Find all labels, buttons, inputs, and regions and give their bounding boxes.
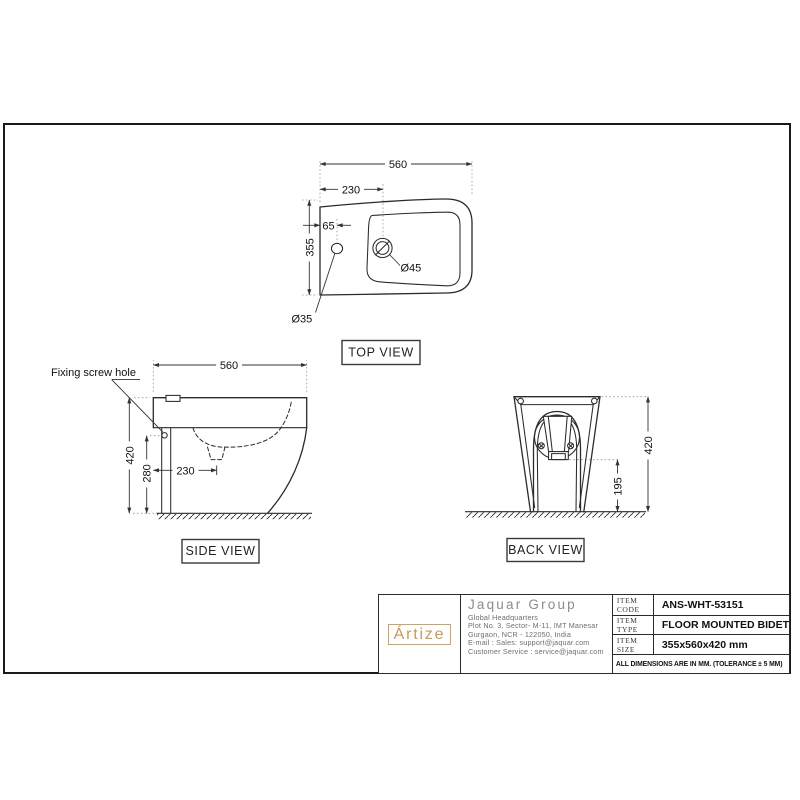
dim-side-height: 420	[124, 446, 137, 465]
top-view-label: TOP VIEW	[348, 345, 414, 360]
artize-logo	[388, 624, 452, 645]
dim-side-width: 560	[219, 360, 239, 373]
bidet-side-back-curve	[268, 428, 307, 514]
dim-outlet-height: 195	[612, 477, 625, 496]
brand-cell	[379, 595, 461, 673]
item-type-value: FLOOR MOUNTED BIDET	[661, 619, 789, 631]
tolerance-note: ALL DIMENSIONS ARE IN MM. (TOLERANCE ± 5 MM)	[615, 660, 783, 668]
item-info	[613, 595, 789, 673]
address-line: Gurgaon, NCR - 122050, India	[467, 629, 572, 639]
fixing-screw-hole	[162, 433, 167, 438]
address-line: Customer Service : service@jaquar.com	[467, 646, 604, 656]
item-type-label: ITEM TYPE	[613, 616, 654, 634]
dim-screw-height: 280	[141, 464, 154, 483]
dim-top-depth: 355	[304, 238, 317, 257]
screw-left	[538, 443, 544, 449]
tap-hole	[331, 243, 342, 253]
item-size-row	[613, 635, 789, 655]
address-line: Plot No. 3, Sector- M-11, IMT Manesar	[467, 621, 599, 631]
bowl-hidden-line	[193, 400, 292, 447]
title-block	[378, 594, 790, 674]
dim-top-width: 560	[388, 159, 408, 172]
company-cell	[461, 595, 613, 673]
item-code-value: ANS-WHT-53151	[661, 599, 744, 611]
fixing-hole-right	[592, 398, 598, 404]
artize-logo-text: Ártize	[393, 625, 446, 643]
sheet-frame	[4, 124, 790, 673]
drain-hidden-line	[208, 447, 226, 460]
item-size-label: ITEM SIZE	[613, 635, 654, 654]
item-code-label: ITEM CODE	[613, 595, 654, 615]
item-code-row	[613, 595, 789, 616]
dim-drain-dia: Ø45	[400, 262, 422, 275]
side-view-label: SIDE VIEW	[185, 544, 256, 558]
top-slot-detail	[166, 395, 180, 401]
back-view-label: BACK VIEW	[508, 543, 583, 557]
dim-tap-hole-dia: Ø35	[291, 313, 313, 326]
address-line: E-mail : Sales: support@jaquar.com	[467, 638, 590, 648]
back-view	[465, 397, 655, 562]
dim-top-hole-x: 230	[341, 184, 361, 197]
fixing-screw-hole-annotation: Fixing screw hole	[51, 367, 136, 380]
dim-drain-x: 230	[176, 465, 195, 478]
fixing-hole-left	[518, 398, 524, 404]
dim-back-height: 420	[643, 436, 655, 455]
company-name: Jaquar Group	[467, 597, 577, 612]
address-line: Global Headquarters	[467, 613, 539, 622]
dim-top-small-hole-x: 65	[322, 220, 335, 233]
side-view	[51, 360, 312, 564]
top-view	[292, 159, 473, 365]
screw-right	[568, 443, 574, 449]
item-type-row	[613, 616, 789, 635]
item-size-value: 355x560x420 mm	[661, 638, 748, 651]
